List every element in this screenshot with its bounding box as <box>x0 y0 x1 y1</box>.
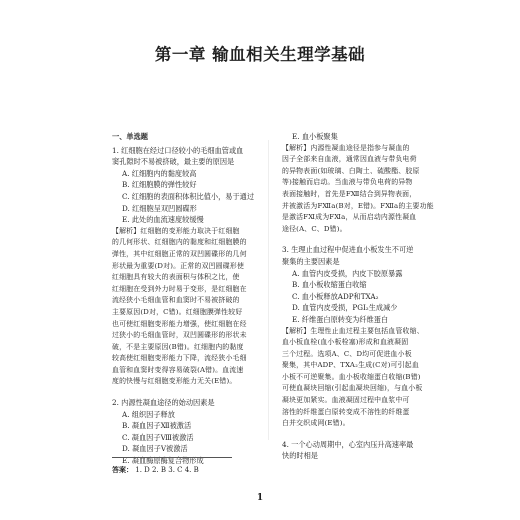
explanation-line: 主要原因(D对，C错)。红细胞膜弹性较好 <box>112 307 243 316</box>
explanation-line: 三个过程。选项A、C、D均可促进血小板 <box>282 349 412 358</box>
explanation-line: 等)接触而启动。当血液与带负电荷的异物 <box>282 178 413 187</box>
question-1 <box>112 145 256 388</box>
option-c: C. 红细胞的表面积体积比值小，易于通过 <box>122 191 255 201</box>
explanation-line: 血管和血窦时变得容易破裂(A错)。血流速 <box>112 365 244 374</box>
explanation-line: 溶性的纤维蛋白原转变成不溶性的纤维蛋 <box>282 407 410 416</box>
question-3 <box>282 244 424 430</box>
option-a: A. 红细胞内的黏度较高 <box>122 168 197 178</box>
explanation-line: 破，不是主要原因(B错)。红细胞内的黏度 <box>112 342 244 351</box>
option-d: D. 红细胞呈双凹圆碟形 <box>122 203 197 213</box>
explanation-line: 并被激活为FⅫa(B对，E错)。FⅫa的主要功能 <box>282 201 434 210</box>
question-text-line: 3. 生理止血过程中促进血小板发生不可逆 <box>282 245 414 255</box>
explanation-line: 也可使红细胞变形能力增强，使红细胞在经 <box>112 319 247 328</box>
question-text-line: 4. 一个心动周期中，心室内压升高速率最 <box>282 439 414 449</box>
explanation-line: 可使血凝块回缩(引起血凝块回缩)，与血小板 <box>282 384 423 393</box>
explanation-line: 小板不可逆聚集。血小板收缩蛋白收缩(B错) <box>282 372 421 381</box>
left-column <box>112 131 256 467</box>
section-heading: 一、单选题 <box>112 132 148 141</box>
explanation-line: 表面接触时，首先是FⅫ结合到异物表面， <box>282 189 417 198</box>
explanation-line: 的几何形状、红细胞内的黏度和红细胞膜的 <box>112 238 247 247</box>
explanation-line: 凝块更加紧实。血液凝固过程中血浆中可 <box>282 396 410 405</box>
explanation-line: 红细胞在受到外力时易于变形，是红细胞在 <box>112 284 247 293</box>
explanation-line: 度的快慢与红细胞变形能力无关(E错)。 <box>112 377 237 386</box>
chapter-title: 第一章 输血相关生理学基础 <box>154 45 366 64</box>
explanation-line: 弹性，其中红细胞正常的双凹圆碟形的几何 <box>112 249 247 258</box>
question-4 <box>282 439 424 462</box>
question-text-line: 窦孔隙时不易被挤破，最主要的原因是 <box>112 157 235 167</box>
answer-key-text: 1. D 2. B 3. C 4. B <box>135 466 199 474</box>
right-column <box>282 131 434 462</box>
explanation-line: 过狭小的毛细血管时，双凹圆碟形的形状未 <box>112 331 247 340</box>
option-b: B. 凝血因子Ⅻ被激活 <box>122 421 192 431</box>
option-e: E. 纤维蛋白原转变为纤维蛋白 <box>292 314 389 324</box>
explanation-line: 白并交织成网(E错)。 <box>282 419 350 428</box>
option-b: B. 红细胞膜的弹性较好 <box>122 180 197 190</box>
explanation-line: 流经狭小毛细血管和血窦时不易被挤破的 <box>112 296 240 305</box>
explanation-line: 【解析】红细胞的变形能力取决于红细胞 <box>112 226 240 235</box>
question-text-line: 2. 内源性凝血途径的始动因素是 <box>112 398 215 408</box>
option-e: E. 此处的血流速度较缓慢 <box>122 215 204 225</box>
answer-key <box>112 465 199 475</box>
question-text-line: 1. 红细胞在经过口径较小的毛细血管或血 <box>112 145 244 155</box>
explanation-line: 较高使红细胞变形能力下降，流经狭小毛细 <box>112 354 247 363</box>
footnote-rule <box>112 457 232 458</box>
explanation-line: 聚集，其中ADP、TXA₂生成(C对)可引起血 <box>282 361 419 370</box>
explanation-line: 【解析】内源性凝血途径是指参与凝血的 <box>282 143 410 152</box>
explanation-line: 是激活FⅪ成为FⅪa，从而启动内源性凝血 <box>282 213 417 222</box>
option-d: D. 血管内皮受损，PGI₂生成减少 <box>292 303 398 313</box>
explanation-line: 途径(A、C、D错)。 <box>282 224 347 233</box>
explanation-line: 【解析】生理性止血过程主要包括血管收缩、 <box>282 326 424 335</box>
option-e: E. 血小板聚集 <box>292 132 338 141</box>
explanation-line: 的异物表面(如玻璃、白陶土、硫酸酯、胶原 <box>282 166 420 175</box>
question-text-line: 快的时相是 <box>282 451 318 461</box>
column-divider <box>268 140 269 440</box>
option-c: C. 凝血因子Ⅷ被激活 <box>122 432 194 442</box>
question-text-line: 聚集的主要因素是 <box>282 256 340 266</box>
explanation-line: 因子全部来自血液，通常因血液与带负电荷 <box>282 155 417 164</box>
explanation-line: 红细胞具有较大的表面积与体积之比，使 <box>112 273 240 282</box>
option-b: B. 血小板收缩蛋白收缩 <box>292 280 367 290</box>
option-a: A. 血管内皮受损，内皮下胶原暴露 <box>292 268 403 278</box>
option-a: A. 组织因子释放 <box>122 409 175 419</box>
answer-key-label: 答案： <box>112 465 133 474</box>
explanation-line: 血小板血栓(血小板栓塞)形成和血液凝固 <box>282 338 409 347</box>
option-c: C. 血小板释放ADP和TXA₂ <box>292 291 379 301</box>
option-d: D. 凝血因子Ⅴ被激活 <box>122 444 188 454</box>
page-number: 1 <box>256 493 264 503</box>
explanation-line: 形状最为重要(D对)。正常的双凹圆碟形使 <box>112 261 245 270</box>
option-e: E. 凝血酶原酶复合物形成 <box>122 456 204 466</box>
